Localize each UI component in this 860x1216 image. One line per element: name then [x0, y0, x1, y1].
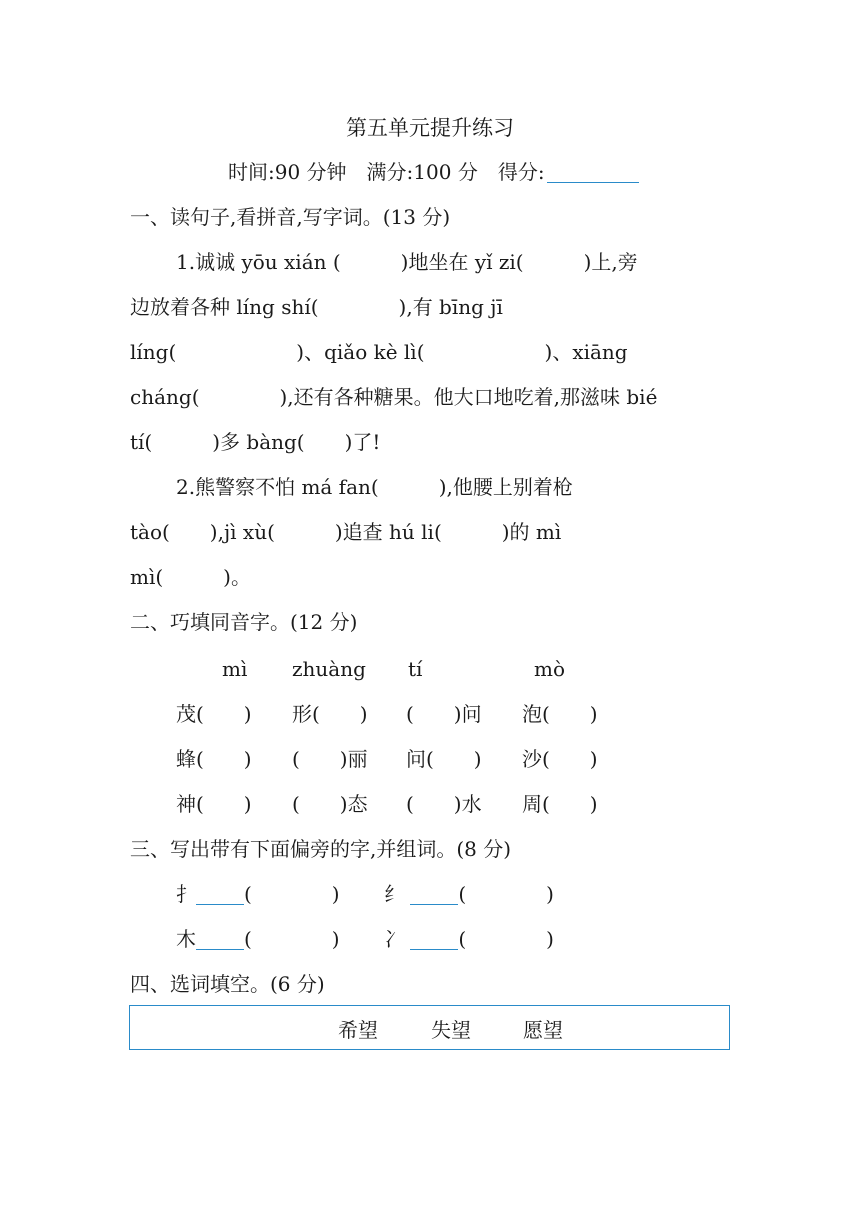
homophone-cell: ( )态 [292, 792, 368, 816]
word-paren: ( ) [458, 882, 554, 906]
pinyin-label: tí [408, 657, 423, 681]
radical-char-blank[interactable] [410, 884, 458, 905]
word-paren: ( ) [244, 927, 340, 951]
word-option: 希望 [338, 1018, 378, 1042]
word-option: 失望 [431, 1018, 471, 1042]
homophone-cell: 周( ) [522, 792, 598, 816]
page-title: 第五单元提升练习 [346, 116, 514, 140]
radical: 冫 [384, 927, 404, 951]
radical-char-blank[interactable] [410, 929, 458, 950]
word-option: 愿望 [523, 1018, 563, 1042]
s1-line-2: 边放着各种 líng shí( ),有 bīng jī [130, 295, 503, 319]
homophone-cell: 蜂( ) [176, 747, 252, 771]
pinyin-label: mì [222, 657, 248, 681]
radical-char-blank[interactable] [196, 929, 244, 950]
s1-line-5: tí( )多 bàng( )了! [130, 430, 381, 454]
homophone-cell: ( )水 [406, 792, 482, 816]
s1-line-4: cháng( ),还有各种糖果。他大口地吃着,那滋味 bié [130, 385, 658, 409]
homophone-cell: 泡( ) [522, 702, 598, 726]
section-1-heading: 一、读句子,看拼音,写字词。(13 分) [130, 205, 451, 229]
word-paren: ( ) [244, 882, 340, 906]
word-bank-box [129, 1005, 730, 1050]
homophone-cell: ( )丽 [292, 747, 368, 771]
s1-line-7: tào( ),jì xù( )追查 hú li( )的 mì [130, 520, 562, 544]
s1-line-6: 2.熊警察不怕 má fan( ),他腰上别着枪 [176, 475, 573, 499]
radical: 纟 [384, 882, 404, 906]
radical-row [384, 925, 554, 953]
pinyin-label: zhuàng [292, 657, 366, 681]
radical: 木 [176, 927, 196, 951]
word-paren: ( ) [458, 927, 554, 951]
s1-line-3: líng( )、qiǎo kè lì( )、xiāng [130, 340, 628, 364]
exam-info [228, 158, 639, 186]
radical: 扌 [176, 882, 196, 906]
homophone-cell: 沙( ) [522, 747, 598, 771]
radical-char-blank[interactable] [196, 884, 244, 905]
homophone-cell: 神( ) [176, 792, 252, 816]
score-blank[interactable] [547, 162, 639, 183]
s1-line-8: mì( )。 [130, 565, 251, 589]
exam-info-text: 时间:90 分钟 满分:100 分 得分: [228, 160, 545, 184]
section-4-heading: 四、选词填空。(6 分) [130, 972, 325, 996]
radical-row [176, 925, 340, 953]
section-3-heading: 三、写出带有下面偏旁的字,并组词。(8 分) [130, 837, 512, 861]
radical-row [176, 880, 340, 908]
s1-line-1: 1.诚诚 yōu xián ( )地坐在 yǐ zi( )上,旁 [176, 250, 638, 274]
section-2-heading: 二、巧填同音字。(12 分) [130, 610, 358, 634]
homophone-cell: 问( ) [406, 747, 482, 771]
radical-row [384, 880, 554, 908]
pinyin-label: mò [534, 657, 566, 681]
homophone-cell: 形( ) [292, 702, 368, 726]
homophone-cell: ( )问 [406, 702, 482, 726]
homophone-cell: 茂( ) [176, 702, 252, 726]
